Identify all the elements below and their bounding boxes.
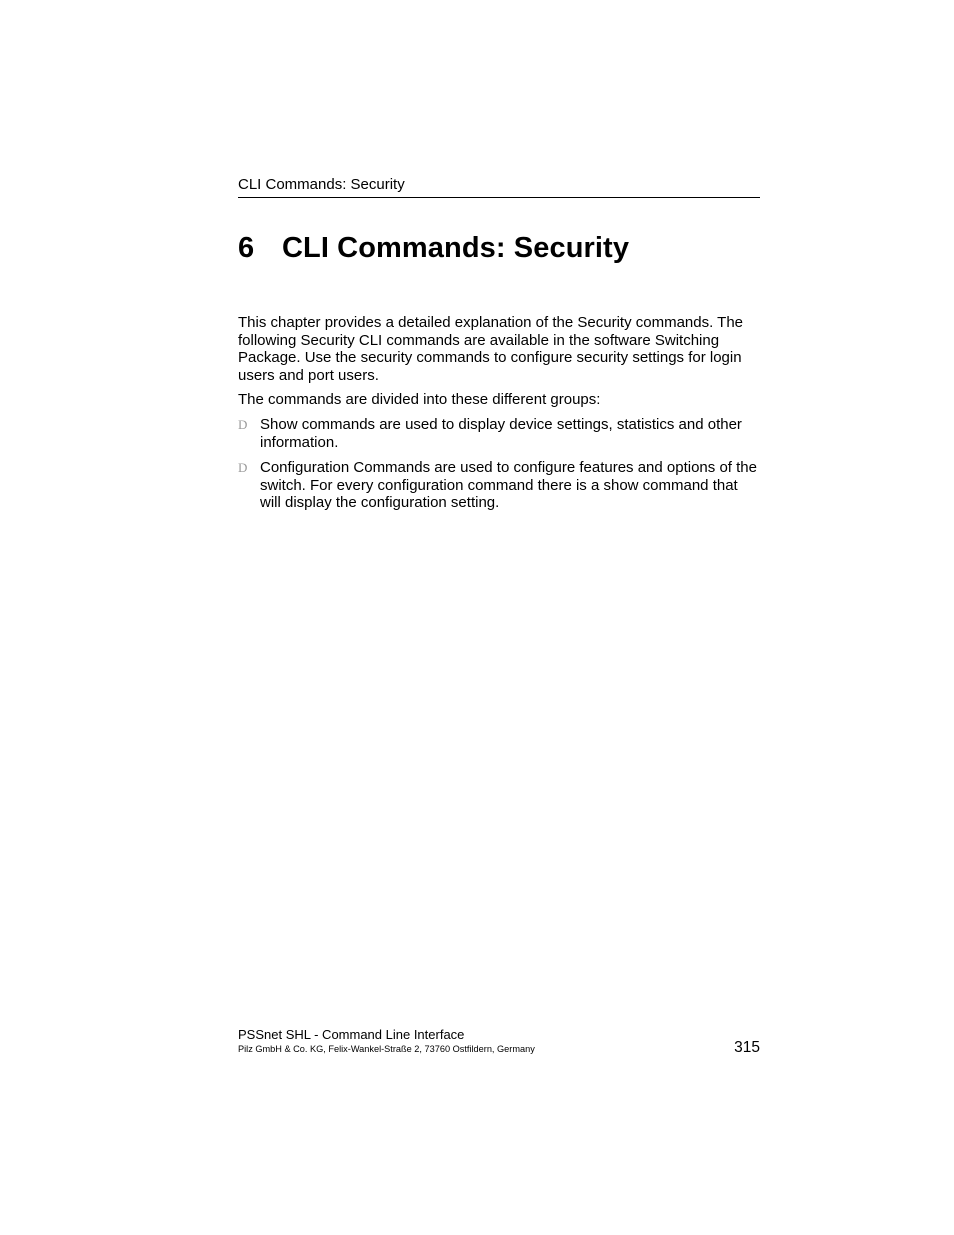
page-header: [238, 175, 760, 198]
command-groups-list: [238, 416, 762, 512]
chapter-body: [238, 314, 762, 520]
list-item-text: Show commands are used to display device settings, statistics and other information.: [260, 415, 742, 451]
page-footer: [238, 1027, 760, 1059]
bullet-marker-icon: D: [238, 416, 248, 432]
footer-document-title: PSSnet SHL - Command Line Interface: [238, 1027, 465, 1042]
list-item-text: Configuration Commands are used to configure features and options of the switch. For every configuration command there is a show command that will display the configuration setting.: [260, 459, 757, 512]
chapter-number: 6: [238, 232, 255, 264]
list-item: [238, 416, 762, 451]
groups-intro-paragraph: The commands are divided into these different groups:: [238, 391, 601, 409]
page-number: 315: [734, 1039, 760, 1056]
footer-address: Pilz GmbH & Co. KG, Felix-Wankel-Straße 2, 73760 Ostfildern, Germany: [238, 1044, 535, 1054]
chapter-title: [238, 228, 760, 268]
list-item: [238, 459, 762, 512]
chapter-title-text: CLI Commands: Security: [282, 232, 630, 264]
bullet-marker-icon: D: [238, 460, 248, 476]
running-title: CLI Commands: Security: [238, 176, 405, 193]
intro-paragraph: This chapter provides a detailed explanation of the Security commands. The following Security CLI commands are available in the software Switching Package. Use the security commands to configure security settings for login users and port users.: [238, 314, 744, 384]
